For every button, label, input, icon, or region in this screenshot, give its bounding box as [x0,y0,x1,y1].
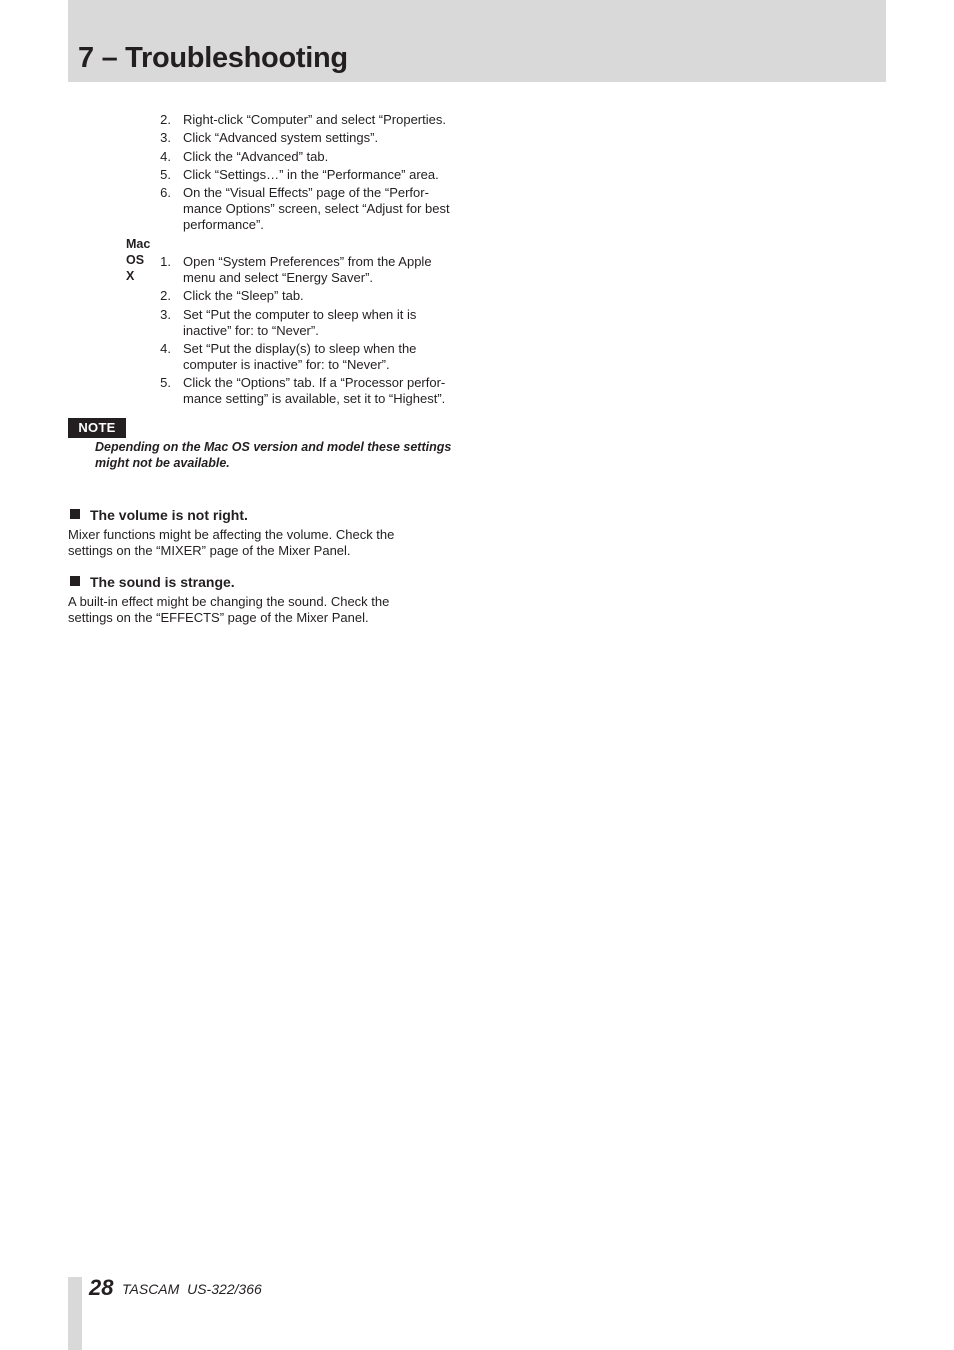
page-number: 28 [89,1275,114,1300]
step-number: 2. [160,288,171,303]
step-text: inactive” for: to “Never”. [183,323,319,338]
step-text: performance”. [183,217,264,232]
step-text: mance Options” screen, select “Adjust for best [183,201,450,216]
step-number: 4. [160,149,171,164]
paragraph-line: settings on the “MIXER” page of the Mixer Panel. [68,543,351,558]
section-heading-text: The sound is strange. [90,574,235,590]
square-bullet-icon [70,509,80,519]
step-number: 4. [160,341,171,356]
step-number: 3. [160,130,171,145]
step-text: computer is inactive” for: to “Never”. [183,357,390,372]
paragraph [68,527,468,559]
step-text: On the “Visual Effects” page of the “Perfor- [183,185,429,200]
paragraph-line: Mixer functions might be affecting the volume. Check the [68,527,395,542]
step-number: 2. [160,112,171,127]
step-text: Click “Settings…” in the “Performance” area. [183,167,439,182]
footer-bar [68,1277,82,1350]
section-heading [68,506,248,524]
note-line: might not be available. [95,456,230,470]
step-text: Click the “Advanced” tab. [183,149,329,164]
footer-product: TASCAM US-322/366 [122,1281,262,1297]
step-number: 5. [160,167,171,182]
step-number: 5. [160,375,171,390]
page-title: 7 – Troubleshooting [78,42,348,74]
paragraph-line: settings on the “EFFECTS” page of the Mixer Panel. [68,610,369,625]
square-bullet-icon [70,576,80,586]
step-text: mance setting” is available, set it to “Highest”. [183,391,446,406]
step-number: 6. [160,185,171,200]
step-text: Click the “Sleep” tab. [183,288,304,303]
step-number: 1. [160,254,171,269]
step-text: Open “System Preferences” from the Apple [183,254,432,269]
section-heading [68,573,235,591]
step-text: Click the “Options” tab. If a “Processor perfor- [183,375,446,390]
note-line: Depending on the Mac OS version and model these settings [95,440,452,454]
note-text [95,439,465,471]
step-text: menu and select “Energy Saver”. [183,270,374,285]
step-text: Set “Put the computer to sleep when it is [183,307,417,322]
step-text: Set “Put the display(s) to sleep when the [183,341,417,356]
paragraph [68,594,468,626]
step-number: 3. [160,307,171,322]
step-text: Click “Advanced system settings”. [183,130,379,145]
section-heading-text: The volume is not right. [90,507,248,523]
step-text: Right-click “Computer” and select “Properties. [183,112,446,127]
note-badge: NOTE [68,418,126,438]
subsection-heading: Mac OS X [126,237,151,283]
paragraph-line: A built-in effect might be changing the sound. Check the [68,594,390,609]
